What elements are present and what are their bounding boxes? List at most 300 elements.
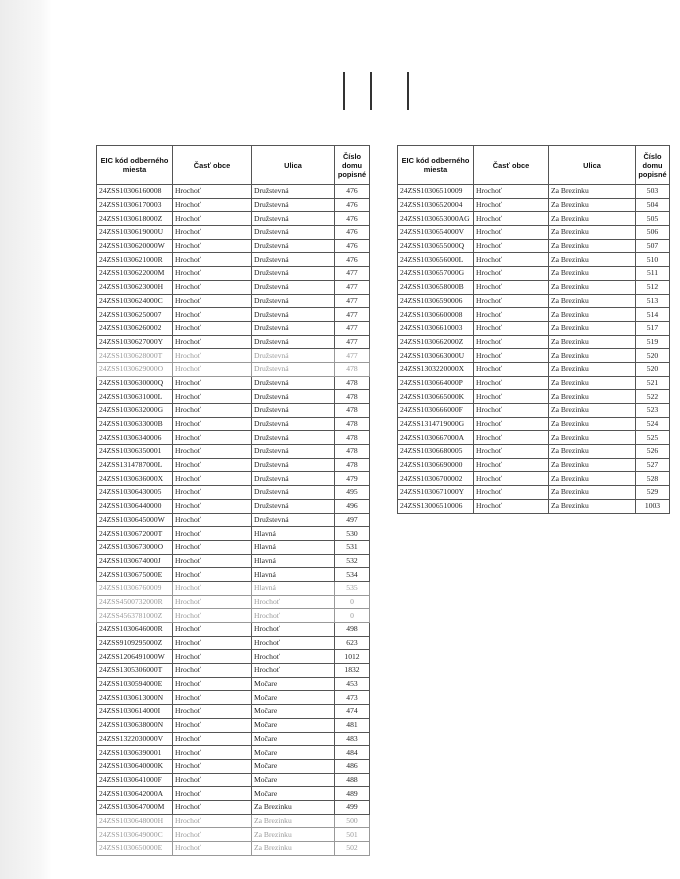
eic-code-cell: 24ZSS10306760009 xyxy=(97,581,173,595)
eic-code-cell: 24ZSS1030614000I xyxy=(97,705,173,719)
eic-code-cell: 24ZSS10306510009 xyxy=(398,185,474,199)
street-cell: Za Brezinku xyxy=(252,828,335,842)
obec-part-cell: Hrochoť xyxy=(474,362,549,376)
eic-code-cell: 24ZSS1322030000V xyxy=(97,732,173,746)
street-cell: Za Brezinku xyxy=(549,335,636,349)
street-cell: Hrochoť xyxy=(252,664,335,678)
street-cell: Za Brezinku xyxy=(549,226,636,240)
house-number-cell: 496 xyxy=(335,499,370,513)
house-number-cell: 478 xyxy=(335,390,370,404)
street-cell: Družstevná xyxy=(252,499,335,513)
street-cell: Za Brezinku xyxy=(549,486,636,500)
obec-part-cell: Hrochoť xyxy=(474,267,549,281)
obec-part-cell: Hrochoť xyxy=(474,212,549,226)
street-cell: Družstevná xyxy=(252,294,335,308)
eic-code-cell: 24ZSS1030665000K xyxy=(398,390,474,404)
street-cell: Močare xyxy=(252,691,335,705)
house-number-cell: 495 xyxy=(335,486,370,500)
eic-code-cell: 24ZSS1030667000A xyxy=(398,431,474,445)
house-number-cell: 519 xyxy=(636,335,670,349)
table-row xyxy=(398,335,670,349)
table-row xyxy=(97,226,370,240)
house-number-cell: 478 xyxy=(335,417,370,431)
obec-part-cell: Hrochoť xyxy=(173,362,252,376)
header-number: Číslo domu popisné xyxy=(335,146,370,185)
house-number-cell: 488 xyxy=(335,773,370,787)
obec-part-cell: Hrochoť xyxy=(173,527,252,541)
street-cell: Za Brezinku xyxy=(549,404,636,418)
table-row xyxy=(97,691,370,705)
obec-part-cell: Hrochoť xyxy=(173,499,252,513)
obec-part-cell: Hrochoť xyxy=(173,321,252,335)
street-cell: Za Brezinku xyxy=(549,472,636,486)
street-cell: Družstevná xyxy=(252,239,335,253)
eic-code-cell: 24ZSS1030630000Q xyxy=(97,376,173,390)
table-row xyxy=(398,349,670,363)
house-number-cell: 477 xyxy=(335,349,370,363)
obec-part-cell: Hrochoť xyxy=(173,267,252,281)
eic-code-cell: 24ZSS1030623000H xyxy=(97,280,173,294)
eic-code-cell: 24ZSS1030663000U xyxy=(398,349,474,363)
street-cell: Za Brezinku xyxy=(549,362,636,376)
table-row xyxy=(97,267,370,281)
house-number-cell: 476 xyxy=(335,185,370,199)
street-cell: Družstevná xyxy=(252,404,335,418)
vertical-mark xyxy=(407,72,409,110)
obec-part-cell: Hrochoť xyxy=(173,828,252,842)
eic-code-cell: 24ZSS13006510006 xyxy=(398,499,474,513)
house-number-cell: 499 xyxy=(335,800,370,814)
table-row xyxy=(97,636,370,650)
obec-part-cell: Hrochoť xyxy=(173,198,252,212)
eic-code-cell: 24ZSS1030656000L xyxy=(398,253,474,267)
table-row xyxy=(97,458,370,472)
table-row xyxy=(97,677,370,691)
obec-part-cell: Hrochoť xyxy=(173,431,252,445)
right-eic-table xyxy=(397,145,670,514)
table-row xyxy=(97,595,370,609)
obec-part-cell: Hrochoť xyxy=(173,458,252,472)
eic-code-cell: 24ZSS1030641000F xyxy=(97,773,173,787)
obec-part-cell: Hrochoť xyxy=(173,664,252,678)
obec-part-cell: Hrochoť xyxy=(173,390,252,404)
table-row xyxy=(97,623,370,637)
obec-part-cell: Hrochoť xyxy=(474,198,549,212)
eic-code-cell: 24ZSS1030645000W xyxy=(97,513,173,527)
house-number-cell: 500 xyxy=(335,814,370,828)
obec-part-cell: Hrochoť xyxy=(474,280,549,294)
obec-part-cell: Hrochoť xyxy=(173,308,252,322)
table-row xyxy=(97,472,370,486)
house-number-cell: 623 xyxy=(335,636,370,650)
table-row xyxy=(97,294,370,308)
house-number-cell: 523 xyxy=(636,404,670,418)
header-street: Ulica xyxy=(252,146,335,185)
eic-code-cell: 24ZSS1030629000O xyxy=(97,362,173,376)
table-row xyxy=(398,294,670,308)
obec-part-cell: Hrochoť xyxy=(173,677,252,691)
obec-part-cell: Hrochoť xyxy=(474,253,549,267)
street-cell: Močare xyxy=(252,759,335,773)
eic-code-cell: 24ZSS1030672000T xyxy=(97,527,173,541)
table-row xyxy=(398,253,670,267)
table-row xyxy=(398,212,670,226)
house-number-cell: 532 xyxy=(335,554,370,568)
table-row xyxy=(398,376,670,390)
house-number-cell: 473 xyxy=(335,691,370,705)
house-number-cell: 534 xyxy=(335,568,370,582)
obec-part-cell: Hrochoť xyxy=(474,308,549,322)
table-row xyxy=(97,759,370,773)
house-number-cell: 476 xyxy=(335,253,370,267)
table-row xyxy=(97,814,370,828)
table-row xyxy=(97,185,370,199)
eic-code-cell: 24ZSS1030640000K xyxy=(97,759,173,773)
table-row xyxy=(97,787,370,801)
table-row xyxy=(97,705,370,719)
house-number-cell: 521 xyxy=(636,376,670,390)
obec-part-cell: Hrochoť xyxy=(173,800,252,814)
obec-part-cell: Hrochoť xyxy=(474,335,549,349)
obec-part-cell: Hrochoť xyxy=(173,239,252,253)
eic-code-cell: 24ZSS1030666000F xyxy=(398,404,474,418)
table-row xyxy=(97,239,370,253)
table-row xyxy=(398,404,670,418)
house-number-cell: 527 xyxy=(636,458,670,472)
street-cell: Družstevná xyxy=(252,226,335,240)
street-cell: Družstevná xyxy=(252,376,335,390)
street-cell: Hlavná xyxy=(252,554,335,568)
house-number-cell: 497 xyxy=(335,513,370,527)
table-row xyxy=(97,445,370,459)
house-number-cell: 524 xyxy=(636,417,670,431)
street-cell: Hlavná xyxy=(252,568,335,582)
street-cell: Za Brezinku xyxy=(549,239,636,253)
obec-part-cell: Hrochoť xyxy=(173,404,252,418)
street-cell: Hlavná xyxy=(252,540,335,554)
table-row xyxy=(97,568,370,582)
house-number-cell: 504 xyxy=(636,198,670,212)
table-row xyxy=(398,458,670,472)
street-cell: Družstevná xyxy=(252,185,335,199)
eic-code-cell: 24ZSS10306590006 xyxy=(398,294,474,308)
street-cell: Za Brezinku xyxy=(549,253,636,267)
obec-part-cell: Hrochoť xyxy=(474,417,549,431)
eic-code-cell: 24ZSS10306600008 xyxy=(398,308,474,322)
table-row xyxy=(398,362,670,376)
house-number-cell: 513 xyxy=(636,294,670,308)
house-number-cell: 512 xyxy=(636,280,670,294)
street-cell: Za Brezinku xyxy=(549,212,636,226)
house-number-cell: 530 xyxy=(335,527,370,541)
street-cell: Hlavná xyxy=(252,581,335,595)
obec-part-cell: Hrochoť xyxy=(173,773,252,787)
table-row xyxy=(97,554,370,568)
eic-code-cell: 24ZSS10306160008 xyxy=(97,185,173,199)
table-row xyxy=(398,486,670,500)
house-number-cell: 1832 xyxy=(335,664,370,678)
street-cell: Družstevná xyxy=(252,212,335,226)
table-row xyxy=(97,486,370,500)
house-number-cell: 505 xyxy=(636,212,670,226)
house-number-cell: 477 xyxy=(335,321,370,335)
house-number-cell: 498 xyxy=(335,623,370,637)
house-number-cell: 514 xyxy=(636,308,670,322)
house-number-cell: 506 xyxy=(636,226,670,240)
table-row xyxy=(97,362,370,376)
eic-code-cell: 24ZSS10306170003 xyxy=(97,198,173,212)
eic-code-cell: 24ZSS1030621000R xyxy=(97,253,173,267)
street-cell: Za Brezinku xyxy=(549,376,636,390)
eic-code-cell: 24ZSS1030649000C xyxy=(97,828,173,842)
house-number-cell: 0 xyxy=(335,609,370,623)
street-cell: Družstevná xyxy=(252,308,335,322)
table-row xyxy=(97,390,370,404)
eic-code-cell: 24ZSS10306430005 xyxy=(97,486,173,500)
obec-part-cell: Hrochoť xyxy=(173,185,252,199)
house-number-cell: 478 xyxy=(335,431,370,445)
eic-code-cell: 24ZSS1030646000R xyxy=(97,623,173,637)
obec-part-cell: Hrochoť xyxy=(173,691,252,705)
street-cell: Za Brezinku xyxy=(549,308,636,322)
house-number-cell: 529 xyxy=(636,486,670,500)
obec-part-cell: Hrochoť xyxy=(474,294,549,308)
eic-code-cell: 24ZSS1030636000X xyxy=(97,472,173,486)
eic-code-cell: 24ZSS10306690000 xyxy=(398,458,474,472)
obec-part-cell: Hrochoť xyxy=(173,554,252,568)
eic-code-cell: 24ZSS10306610003 xyxy=(398,321,474,335)
eic-code-cell: 24ZSS1030638000N xyxy=(97,718,173,732)
street-cell: Za Brezinku xyxy=(549,321,636,335)
house-number-cell: 520 xyxy=(636,349,670,363)
table-row xyxy=(97,581,370,595)
table-row xyxy=(97,431,370,445)
house-number-cell: 520 xyxy=(636,362,670,376)
house-number-cell: 531 xyxy=(335,540,370,554)
eic-code-cell: 24ZSS1206491000W xyxy=(97,650,173,664)
street-cell: Za Brezinku xyxy=(549,198,636,212)
street-cell: Družstevná xyxy=(252,349,335,363)
table-row xyxy=(97,718,370,732)
eic-code-cell: 24ZSS1030594000E xyxy=(97,677,173,691)
obec-part-cell: Hrochoť xyxy=(173,732,252,746)
house-number-cell: 484 xyxy=(335,746,370,760)
house-number-cell: 511 xyxy=(636,267,670,281)
obec-part-cell: Hrochoť xyxy=(173,581,252,595)
street-cell: Močare xyxy=(252,732,335,746)
obec-part-cell: Hrochoť xyxy=(173,513,252,527)
obec-part-cell: Hrochoť xyxy=(474,321,549,335)
table-row xyxy=(97,376,370,390)
eic-code-cell: 24ZSS10306700002 xyxy=(398,472,474,486)
house-number-cell: 486 xyxy=(335,759,370,773)
table-row xyxy=(97,527,370,541)
header-eic: EIC kód odberného miesta xyxy=(97,146,173,185)
street-cell: Močare xyxy=(252,677,335,691)
eic-code-cell: 24ZSS10306680005 xyxy=(398,445,474,459)
eic-code-cell: 24ZSS1030650000E xyxy=(97,842,173,856)
scan-edge-shadow xyxy=(0,0,52,879)
house-number-cell: 1012 xyxy=(335,650,370,664)
house-number-cell: 453 xyxy=(335,677,370,691)
house-number-cell: 478 xyxy=(335,376,370,390)
table-row xyxy=(97,417,370,431)
table-header xyxy=(97,146,370,185)
vertical-mark xyxy=(370,72,372,110)
street-cell: Družstevná xyxy=(252,486,335,500)
table-row xyxy=(398,390,670,404)
obec-part-cell: Hrochoť xyxy=(474,431,549,445)
obec-part-cell: Hrochoť xyxy=(173,540,252,554)
eic-code-cell: 24ZSS9109295000Z xyxy=(97,636,173,650)
house-number-cell: 477 xyxy=(335,280,370,294)
table-row xyxy=(398,239,670,253)
house-number-cell: 478 xyxy=(335,445,370,459)
eic-code-cell: 24ZSS1030662000Z xyxy=(398,335,474,349)
street-cell: Močare xyxy=(252,718,335,732)
street-cell: Hrochoť xyxy=(252,595,335,609)
table-header xyxy=(398,146,670,185)
obec-part-cell: Hrochoť xyxy=(173,595,252,609)
street-cell: Za Brezinku xyxy=(549,458,636,472)
eic-code-cell: 24ZSS1030654000V xyxy=(398,226,474,240)
table-row xyxy=(398,308,670,322)
obec-part-cell: Hrochoť xyxy=(173,814,252,828)
table-row xyxy=(97,513,370,527)
table-row xyxy=(97,499,370,513)
table-row xyxy=(97,773,370,787)
house-number-cell: 502 xyxy=(335,842,370,856)
eic-code-cell: 24ZSS1030671000Y xyxy=(398,486,474,500)
obec-part-cell: Hrochoť xyxy=(474,486,549,500)
obec-part-cell: Hrochoť xyxy=(474,458,549,472)
table-row xyxy=(398,280,670,294)
house-number-cell: 483 xyxy=(335,732,370,746)
eic-code-cell: 24ZSS1314787000L xyxy=(97,458,173,472)
house-number-cell: 476 xyxy=(335,226,370,240)
obec-part-cell: Hrochoť xyxy=(474,349,549,363)
table-row xyxy=(97,732,370,746)
street-cell: Hrochoť xyxy=(252,609,335,623)
street-cell: Družstevná xyxy=(252,513,335,527)
eic-code-cell: 24ZSS1030664000P xyxy=(398,376,474,390)
house-number-cell: 476 xyxy=(335,212,370,226)
street-cell: Družstevná xyxy=(252,267,335,281)
street-cell: Za Brezinku xyxy=(549,280,636,294)
header-part: Časť obce xyxy=(173,146,252,185)
obec-part-cell: Hrochoť xyxy=(173,718,252,732)
table-row xyxy=(97,308,370,322)
table-row xyxy=(97,746,370,760)
street-cell: Za Brezinku xyxy=(549,267,636,281)
eic-code-cell: 24ZSS4500732000R xyxy=(97,595,173,609)
street-cell: Družstevná xyxy=(252,335,335,349)
house-number-cell: 478 xyxy=(335,404,370,418)
house-number-cell: 478 xyxy=(335,458,370,472)
obec-part-cell: Hrochoť xyxy=(474,226,549,240)
street-cell: Hrochoť xyxy=(252,650,335,664)
eic-code-cell: 24ZSS1030642000A xyxy=(97,787,173,801)
eic-code-cell: 24ZSS1030622000M xyxy=(97,267,173,281)
street-cell: Za Brezinku xyxy=(252,842,335,856)
obec-part-cell: Hrochoť xyxy=(173,486,252,500)
house-number-cell: 476 xyxy=(335,239,370,253)
eic-code-cell: 24ZSS1030658000B xyxy=(398,280,474,294)
eic-code-cell: 24ZSS1030653000AG xyxy=(398,212,474,226)
eic-code-cell: 24ZSS1030674000J xyxy=(97,554,173,568)
street-cell: Za Brezinku xyxy=(549,417,636,431)
eic-code-cell: 24ZSS10306250007 xyxy=(97,308,173,322)
obec-part-cell: Hrochoť xyxy=(173,417,252,431)
eic-code-cell: 24ZSS10306440000 xyxy=(97,499,173,513)
eic-code-cell: 24ZSS1030633000B xyxy=(97,417,173,431)
street-cell: Družstevná xyxy=(252,431,335,445)
house-number-cell: 501 xyxy=(335,828,370,842)
obec-part-cell: Hrochoť xyxy=(474,390,549,404)
header-part: Časť obce xyxy=(474,146,549,185)
street-cell: Za Brezinku xyxy=(549,390,636,404)
obec-part-cell: Hrochoť xyxy=(474,499,549,513)
obec-part-cell: Hrochoť xyxy=(173,294,252,308)
house-number-cell: 489 xyxy=(335,787,370,801)
house-number-cell: 474 xyxy=(335,705,370,719)
table-row xyxy=(97,650,370,664)
obec-part-cell: Hrochoť xyxy=(173,226,252,240)
table-row xyxy=(97,800,370,814)
obec-part-cell: Hrochoť xyxy=(173,609,252,623)
obec-part-cell: Hrochoť xyxy=(173,335,252,349)
street-cell: Za Brezinku xyxy=(549,445,636,459)
eic-code-cell: 24ZSS1030647000M xyxy=(97,800,173,814)
obec-part-cell: Hrochoť xyxy=(173,376,252,390)
obec-part-cell: Hrochoť xyxy=(173,842,252,856)
street-cell: Močare xyxy=(252,773,335,787)
house-number-cell: 481 xyxy=(335,718,370,732)
street-cell: Hrochoť xyxy=(252,636,335,650)
house-number-cell: 522 xyxy=(636,390,670,404)
table-row xyxy=(97,335,370,349)
eic-code-cell: 24ZSS1030675000E xyxy=(97,568,173,582)
street-cell: Za Brezinku xyxy=(549,294,636,308)
street-cell: Družstevná xyxy=(252,458,335,472)
table-body xyxy=(97,185,370,856)
street-cell: Družstevná xyxy=(252,321,335,335)
street-cell: Za Brezinku xyxy=(252,800,335,814)
eic-code-cell: 24ZSS1030648000H xyxy=(97,814,173,828)
table-row xyxy=(97,212,370,226)
table-row xyxy=(398,431,670,445)
obec-part-cell: Hrochoť xyxy=(173,445,252,459)
header-eic: EIC kód odberného miesta xyxy=(398,146,474,185)
house-number-cell: 528 xyxy=(636,472,670,486)
obec-part-cell: Hrochoť xyxy=(173,746,252,760)
house-number-cell: 525 xyxy=(636,431,670,445)
obec-part-cell: Hrochoť xyxy=(173,568,252,582)
table-row xyxy=(97,540,370,554)
eic-code-cell: 24ZSS1314719000G xyxy=(398,417,474,431)
street-cell: Za Brezinku xyxy=(549,499,636,513)
house-number-cell: 507 xyxy=(636,239,670,253)
table-body xyxy=(398,185,670,514)
house-number-cell: 0 xyxy=(335,595,370,609)
obec-part-cell: Hrochoť xyxy=(173,280,252,294)
table-row xyxy=(398,499,670,513)
house-number-cell: 479 xyxy=(335,472,370,486)
table-row xyxy=(398,321,670,335)
obec-part-cell: Hrochoť xyxy=(474,445,549,459)
obec-part-cell: Hrochoť xyxy=(173,787,252,801)
table-row xyxy=(398,267,670,281)
